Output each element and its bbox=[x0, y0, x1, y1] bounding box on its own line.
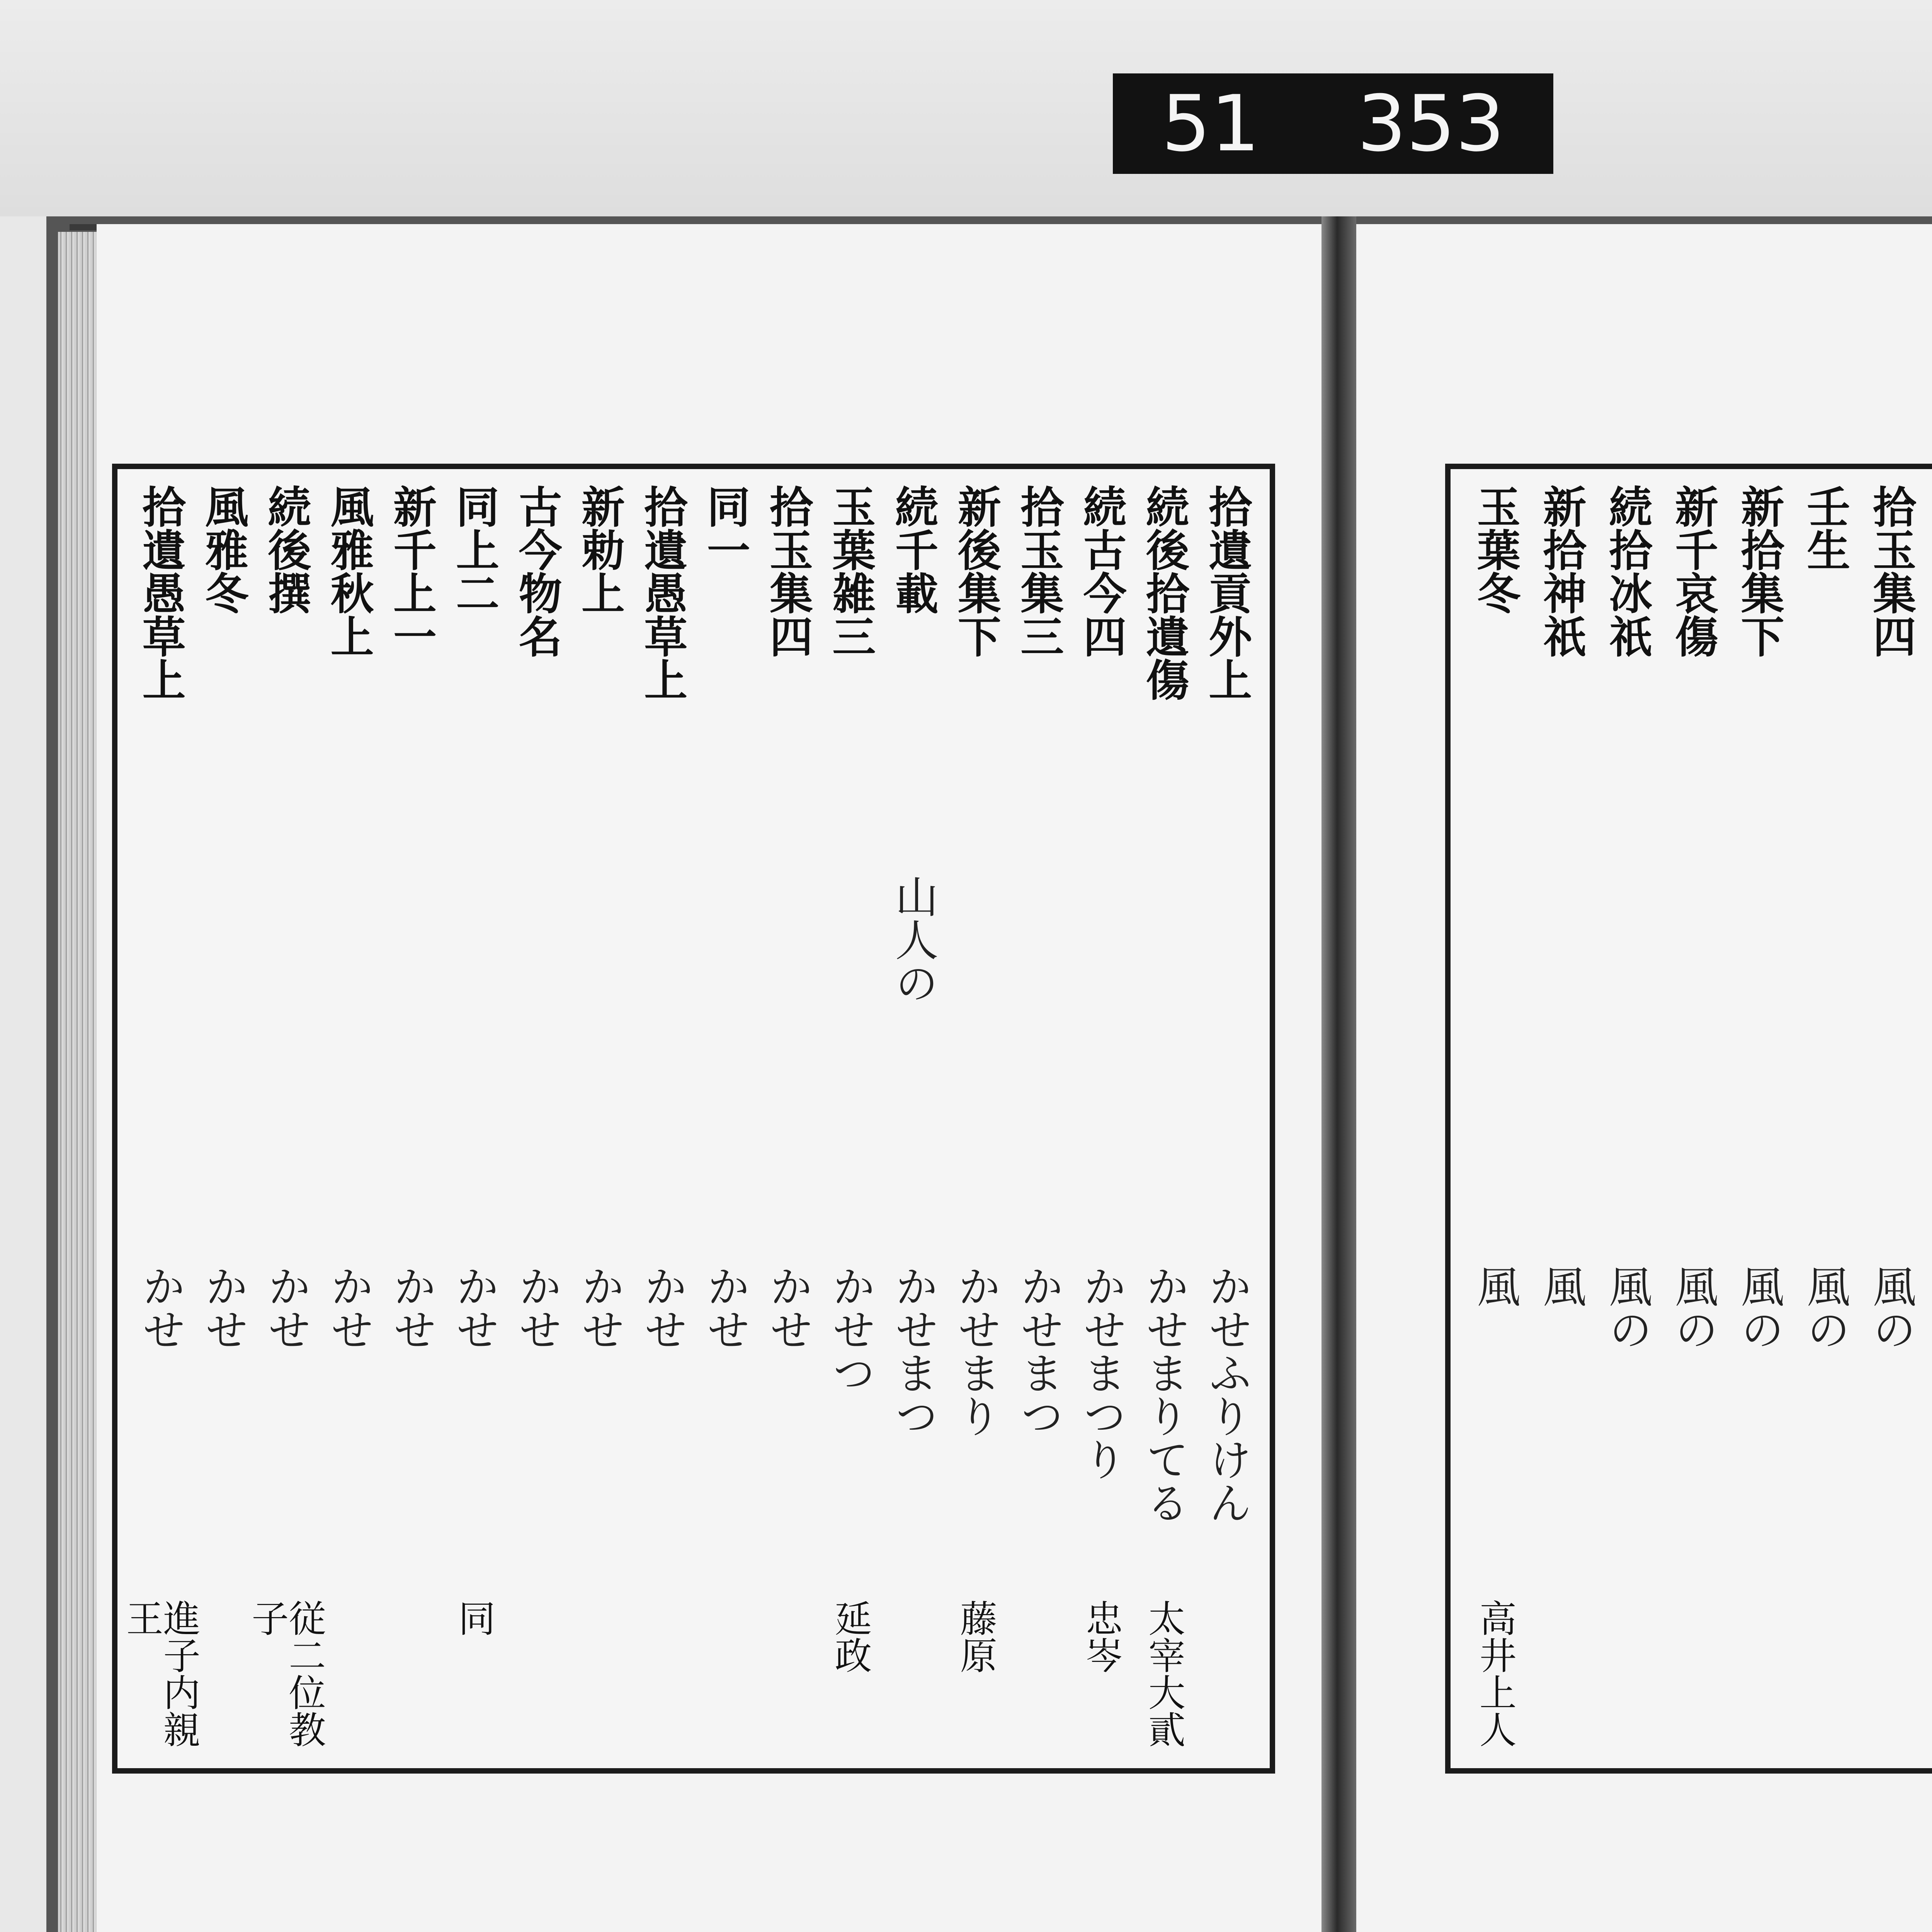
left-column bbox=[1070, 485, 1133, 1753]
left-line2: かせ bbox=[574, 1264, 625, 1351]
right-line2: 風の bbox=[1799, 1264, 1850, 1351]
left-source: 風雅冬 bbox=[198, 485, 249, 614]
left-line2: かせ bbox=[386, 1264, 437, 1351]
left-column bbox=[192, 485, 254, 1753]
catalog-label bbox=[1113, 73, 1553, 174]
left-column bbox=[317, 485, 380, 1753]
left-source: 拾遺愚草上 bbox=[637, 485, 688, 701]
catalog-label-left: 51 bbox=[1161, 78, 1260, 169]
left-line2: かせまり bbox=[951, 1264, 1001, 1437]
left-source: 同一 bbox=[700, 485, 751, 571]
right-text-frame bbox=[1445, 464, 1932, 1774]
left-text-frame bbox=[112, 464, 1275, 1774]
left-column bbox=[245, 485, 326, 1753]
left-line2: かせつ bbox=[825, 1264, 876, 1394]
left-source: 続後拾遺傷 bbox=[1139, 485, 1190, 701]
right-line2: 風の bbox=[1668, 1264, 1718, 1351]
left-column bbox=[944, 485, 1007, 1753]
left-line2: かせまりてる bbox=[1139, 1264, 1189, 1524]
left-author: 忠岑 bbox=[1080, 1599, 1123, 1673]
left-source: 新後集下 bbox=[951, 485, 1002, 658]
left-line2: かせ bbox=[700, 1264, 750, 1351]
right-source: 続拾冰祇 bbox=[1602, 485, 1653, 658]
left-author: 延政 bbox=[828, 1599, 872, 1673]
left-line2: かせまつり bbox=[1076, 1264, 1127, 1481]
left-author: 進子内親王 bbox=[120, 1599, 201, 1748]
left-source: 続古今四 bbox=[1076, 485, 1127, 658]
left-column bbox=[505, 485, 568, 1753]
left-source: 風雅秋上 bbox=[323, 485, 374, 658]
right-source: 新拾集下 bbox=[1734, 485, 1785, 658]
right-source: 玉葉冬 bbox=[1470, 485, 1521, 614]
right-column bbox=[1594, 485, 1660, 1753]
left-line2: かせ bbox=[198, 1264, 248, 1351]
left-line2: かせ bbox=[260, 1264, 311, 1351]
left-column bbox=[631, 485, 694, 1753]
left-author: 太宰大貳 bbox=[1142, 1599, 1186, 1748]
right-source: 新拾神祇 bbox=[1536, 485, 1587, 658]
left-source: 玉葉雑三 bbox=[825, 485, 876, 658]
left-column bbox=[1007, 485, 1070, 1753]
left-source: 同上二 bbox=[449, 485, 500, 614]
left-column bbox=[819, 485, 882, 1753]
left-columns bbox=[120, 485, 1258, 1753]
right-author: 高井上人 bbox=[1473, 1599, 1517, 1748]
right-column bbox=[1660, 485, 1726, 1753]
left-author: 藤原 bbox=[954, 1599, 998, 1673]
left-line2: かせ bbox=[762, 1264, 813, 1351]
right-source: 拾玉集四 bbox=[1866, 485, 1917, 658]
right-column bbox=[1726, 485, 1792, 1753]
left-column bbox=[694, 485, 756, 1753]
right-line2: 風の bbox=[1866, 1264, 1916, 1351]
right-column bbox=[1858, 485, 1924, 1753]
left-author: 従二位教子 bbox=[245, 1599, 326, 1748]
left-line2: かせ bbox=[512, 1264, 562, 1351]
right-line2: 風の bbox=[1602, 1264, 1652, 1351]
catalog-label-right: 353 bbox=[1357, 78, 1505, 169]
right-column bbox=[1924, 485, 1932, 1753]
left-line2: かせまつ bbox=[888, 1264, 939, 1437]
left-column bbox=[443, 485, 505, 1753]
left-source: 拾遺貢外上 bbox=[1201, 485, 1252, 701]
left-source: 新勅上 bbox=[574, 485, 625, 614]
left-column bbox=[756, 485, 819, 1753]
left-line2: かせふりけん bbox=[1201, 1264, 1252, 1524]
left-line2: かせ bbox=[323, 1264, 374, 1351]
right-columns bbox=[1462, 485, 1932, 1753]
left-column bbox=[120, 485, 201, 1753]
scan-top-band bbox=[0, 0, 1932, 216]
left-source: 新千上一 bbox=[386, 485, 437, 658]
left-line2: かせ bbox=[637, 1264, 687, 1351]
right-line2: 風の bbox=[1734, 1264, 1784, 1351]
left-author: 同 bbox=[452, 1599, 496, 1636]
left-column bbox=[1196, 485, 1258, 1753]
left-source: 古今物名 bbox=[512, 485, 563, 658]
right-column bbox=[1792, 485, 1858, 1753]
left-line2: かせ bbox=[449, 1264, 499, 1351]
left-column bbox=[1133, 485, 1195, 1753]
left-source: 続後撰 bbox=[260, 485, 311, 614]
left-column bbox=[380, 485, 442, 1753]
right-source: 壬生 bbox=[1799, 485, 1850, 571]
right-source: 新千哀傷 bbox=[1668, 485, 1719, 658]
right-column bbox=[1528, 485, 1594, 1753]
left-column bbox=[882, 485, 944, 1753]
left-source: 拾玉集四 bbox=[762, 485, 813, 658]
left-page-edges bbox=[58, 232, 100, 1932]
left-column bbox=[568, 485, 631, 1753]
right-line2: 風 bbox=[1470, 1264, 1520, 1308]
book-gutter bbox=[1321, 216, 1356, 1932]
left-source: 続千載 bbox=[888, 485, 939, 614]
left-source: 拾遺愚草上 bbox=[135, 485, 186, 701]
left-line2: かせまつ bbox=[1013, 1264, 1064, 1437]
right-line2: 風 bbox=[1536, 1264, 1587, 1308]
left-line1: 山人の bbox=[888, 874, 939, 1004]
left-line2: かせ bbox=[135, 1264, 186, 1351]
left-source: 拾玉集三 bbox=[1013, 485, 1064, 658]
right-column bbox=[1462, 485, 1528, 1753]
